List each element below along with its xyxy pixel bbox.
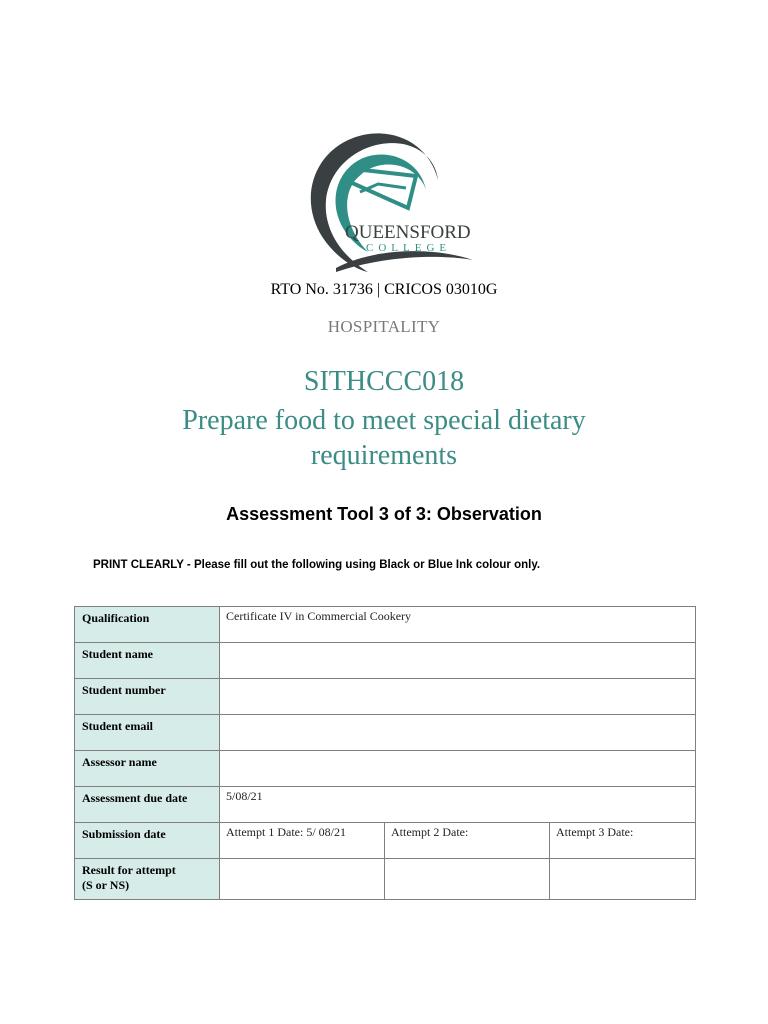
qualification-label: Qualification	[75, 607, 220, 643]
table-row	[75, 787, 696, 823]
table-row	[75, 859, 696, 900]
result-attempt-1-field[interactable]	[220, 859, 385, 900]
logo-subtext: COLLEGE	[366, 242, 452, 254]
unit-title: Prepare food to meet special dietary requirements	[182, 405, 586, 471]
college-logo	[288, 120, 488, 280]
table-row	[75, 751, 696, 787]
table-row	[75, 715, 696, 751]
assessment-tool-title: Assessment Tool 3 of 3: Observation	[226, 504, 542, 524]
assessor-name-field[interactable]	[220, 751, 696, 787]
result-attempt-3-field[interactable]	[550, 859, 696, 900]
student-name-label: Student name	[75, 643, 220, 679]
result-label-line2: (S or NS)	[82, 878, 130, 892]
table-row	[75, 643, 696, 679]
attempt-3-date-field[interactable]: Attempt 3 Date:	[550, 823, 696, 859]
result-label-line1: Result for attempt	[82, 863, 176, 877]
assessor-name-label: Assessor name	[75, 751, 220, 787]
department-label: HOSPITALITY	[327, 317, 441, 336]
student-email-field[interactable]	[220, 715, 696, 751]
attempt-2-date-field[interactable]: Attempt 2 Date:	[385, 823, 550, 859]
student-email-label: Student email	[75, 715, 220, 751]
submission-date-label: Submission date	[75, 823, 220, 859]
logo-wordmark: QUEENSFORD	[345, 222, 471, 243]
table-row	[75, 607, 696, 643]
student-number-label: Student number	[75, 679, 220, 715]
table-row	[75, 823, 696, 859]
due-date-label: Assessment due date	[75, 787, 220, 823]
student-name-field[interactable]	[220, 643, 696, 679]
student-number-field[interactable]	[220, 679, 696, 715]
attempt-1-date-field[interactable]: Attempt 1 Date: 5/ 08/21	[220, 823, 385, 859]
result-attempt-2-field[interactable]	[385, 859, 550, 900]
qualification-field[interactable]: Certificate IV in Commercial Cookery	[220, 607, 696, 643]
print-instruction: PRINT CLEARLY - Please fill out the following using Black or Blue Ink colour only.	[93, 559, 541, 571]
due-date-field[interactable]: 5/08/21	[220, 787, 696, 823]
table-row	[75, 679, 696, 715]
rto-line: RTO No. 31736 | CRICOS 03010G	[270, 281, 498, 298]
unit-code: SITHCCC018	[303, 366, 465, 397]
result-label	[75, 859, 220, 900]
student-details-table	[74, 606, 696, 900]
